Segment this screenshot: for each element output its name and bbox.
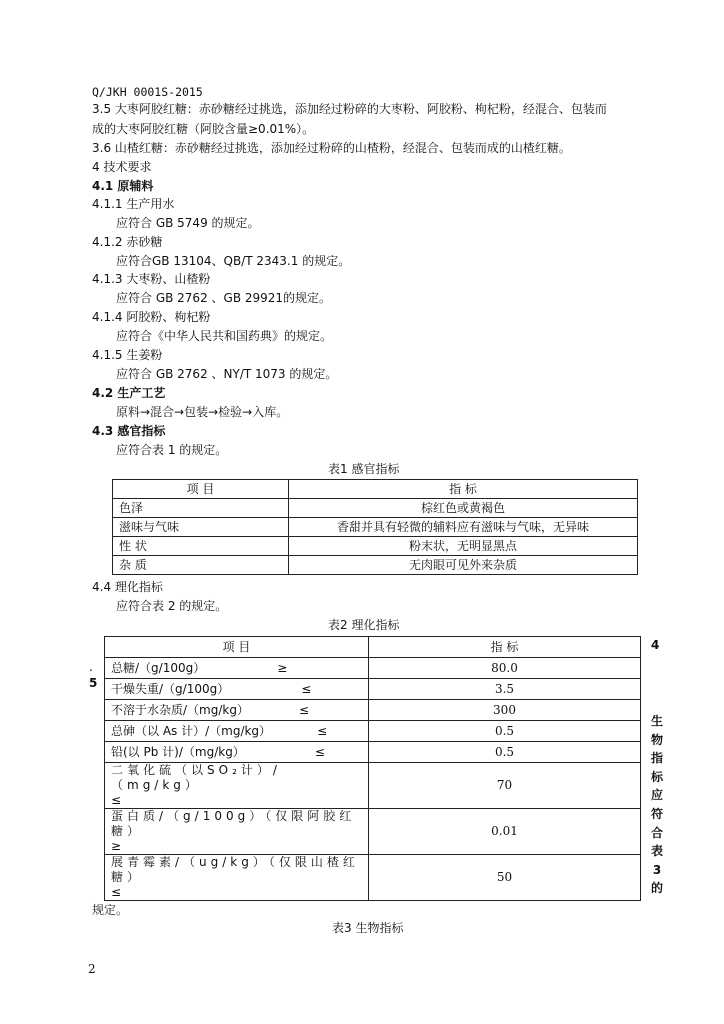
clause-4-4-text: 应符合表 2 的规定。 <box>116 599 228 613</box>
clause-4-1-1-text: 应符合 GB 5749 的规定。 <box>116 216 260 230</box>
clause-3-5-line1: 3.5 大枣阿胶红糖：赤砂糖经过挑选，添加经过粉碎的大枣粉、阿胶粉、枸杞粉，经混合、包装而 <box>92 102 607 116</box>
table-cell <box>105 679 369 700</box>
clause-4-3-text: 应符合表 1 的规定。 <box>116 443 228 457</box>
item-name: 蛋白质/（g/100g）（仅限阿胶红糖） <box>111 809 356 838</box>
table-cell <box>105 809 369 855</box>
item-name: 不溶于水杂质/（mg/kg） <box>111 702 249 717</box>
table-cell: 香甜并具有轻微的辅料应有滋味与气味，无异味 <box>289 518 638 537</box>
margin-number-4: 4 <box>651 638 660 652</box>
item-name: 展青霉素/（ug/kg）（仅限山楂红糖） <box>111 855 359 884</box>
section-4-1-heading: 4.1 原辅料 <box>92 179 154 193</box>
table-cell: 300 <box>369 700 641 721</box>
section-4-4-heading: 4.4 理化指标 <box>92 580 163 594</box>
section-4-3-heading: 4.3 感官指标 <box>92 424 166 438</box>
table-header-cell: 指 标 <box>289 480 638 499</box>
table-row <box>105 679 641 700</box>
clause-4-1-2-text: 应符合GB 13104、QB/T 2343.1 的规定。 <box>116 254 351 268</box>
clause-4-1-2-title: 4.1.2 赤砂糖 <box>92 235 163 249</box>
limit-sign: ≤ <box>298 702 310 717</box>
clause-4-1-1-title: 4.1.1 生产用水 <box>92 197 175 211</box>
standard-code: Q/JKH 0001S-2015 <box>92 85 203 99</box>
table-cell: 80.0 <box>369 658 641 679</box>
clause-3-5-line2: 成的大枣阿胶红糖（阿胶含量≥0.01%）。 <box>92 122 315 136</box>
table-header-row <box>105 637 641 658</box>
limit-sign: ≤ <box>111 885 122 899</box>
table-cell: 0.5 <box>369 742 641 763</box>
table-header-cell: 指 标 <box>369 637 641 658</box>
table-cell: 0.5 <box>369 721 641 742</box>
clause-4-1-5-title: 4.1.5 生姜粉 <box>92 348 163 362</box>
table-cell <box>105 700 369 721</box>
table-row <box>105 855 641 901</box>
table-cell: 0.01 <box>369 809 641 855</box>
table-row <box>105 658 641 679</box>
physicochemical-table <box>104 636 641 901</box>
table-cell: 色泽 <box>113 499 289 518</box>
process-flow: 原料→混合→包装→检验→入库。 <box>116 405 289 419</box>
table-cell <box>105 855 369 901</box>
limit-sign: ≥ <box>277 660 288 675</box>
table-row <box>113 518 638 537</box>
table-cell <box>105 721 369 742</box>
table-cell: 70 <box>369 763 641 809</box>
table2-caption: 表2 理化指标 <box>328 618 400 632</box>
table-row <box>105 763 641 809</box>
table-row <box>113 499 638 518</box>
table-cell: 性 状 <box>113 537 289 556</box>
margin-vertical-text: 生物指标应符合表3的 <box>650 714 663 896</box>
clause-4-1-3-text: 应符合 GB 2762 、GB 29921的规定。 <box>116 291 332 305</box>
section-4-heading: 4 技术要求 <box>92 160 152 174</box>
table-header-cell: 项 目 <box>113 480 289 499</box>
table-cell: 杂 质 <box>113 556 289 575</box>
continuation-text: 规定。 <box>92 903 129 917</box>
clause-4-1-5-text: 应符合 GB 2762 、NY/T 1073 的规定。 <box>116 367 338 381</box>
item-name: 总糖/（g/100g） <box>111 660 206 675</box>
table-cell: 粉末状，无明显黑点 <box>289 537 638 556</box>
clause-4-1-4-title: 4.1.4 阿胶粉、枸杞粉 <box>92 310 211 324</box>
margin-number-5: 5 <box>89 676 98 690</box>
table-row <box>113 556 638 575</box>
table1-caption: 表1 感官指标 <box>328 462 400 476</box>
limit-sign: ≥ <box>111 839 122 853</box>
clause-4-1-3-title: 4.1.3 大枣粉、山楂粉 <box>92 272 211 286</box>
table-cell: 滋味与气味 <box>113 518 289 537</box>
table-cell <box>105 763 369 809</box>
table-row <box>105 721 641 742</box>
sensory-table <box>112 479 638 575</box>
table-header-cell: 项 目 <box>105 637 369 658</box>
clause-3-6: 3.6 山楂红糖：赤砂糖经过挑选，添加经过粉碎的山楂粉，经混合、包装而成的山楂红糖。 <box>92 141 571 155</box>
table-row <box>105 809 641 855</box>
table-row <box>105 700 641 721</box>
item-name: 干燥失重/（g/100g） <box>111 681 230 696</box>
limit-sign: ≤ <box>301 681 312 696</box>
item-name: 铅(以 Pb 计)/（mg/kg） <box>111 744 245 759</box>
table-cell <box>105 658 369 679</box>
table-cell: 无肉眼可见外来杂质 <box>289 556 638 575</box>
margin-dot: . <box>89 660 93 674</box>
table-row <box>113 537 638 556</box>
table-row <box>105 742 641 763</box>
limit-sign: ≤ <box>314 744 325 759</box>
page-number: 2 <box>88 962 96 976</box>
table-cell: 3.5 <box>369 679 641 700</box>
item-name: 二氧化硫（以SO₂计）/（mg/kg） <box>111 763 281 792</box>
section-4-2-heading: 4.2 生产工艺 <box>92 386 166 400</box>
table-header-row <box>113 480 638 499</box>
table-cell: 50 <box>369 855 641 901</box>
item-name: 总砷（以 As 计）/（mg/kg） <box>111 723 272 738</box>
clause-4-1-4-text: 应符合《中华人民共和国药典》的规定。 <box>116 329 333 343</box>
table3-caption: 表3 生物指标 <box>332 921 404 935</box>
table-cell: 棕红色或黄褐色 <box>289 499 638 518</box>
limit-sign: ≤ <box>111 793 122 807</box>
table-cell <box>105 742 369 763</box>
limit-sign: ≤ <box>317 723 328 738</box>
